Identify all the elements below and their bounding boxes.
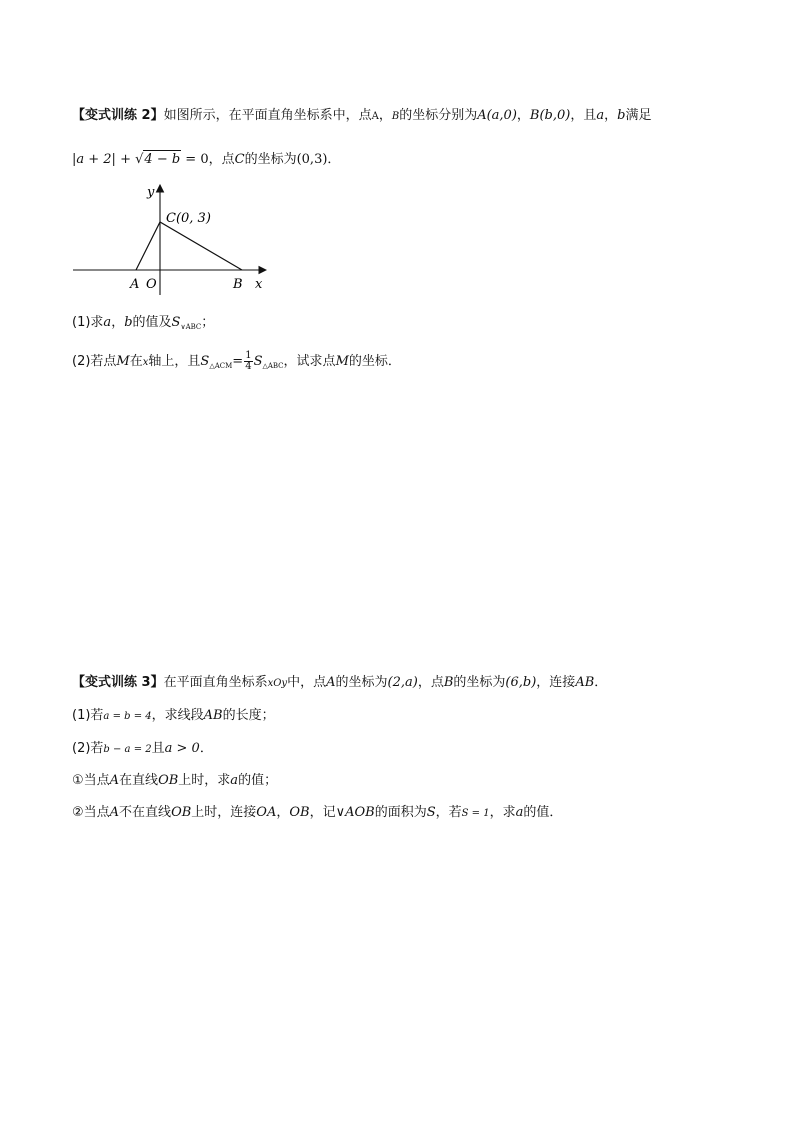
area-subscript: △ACM <box>209 362 233 370</box>
text: ． <box>594 675 608 690</box>
text: 的值及 <box>132 315 172 330</box>
text: ， <box>111 315 125 330</box>
condition: a = b = 4 <box>103 711 152 722</box>
text: 如图所示，在平面直角坐标系中，点 <box>163 108 372 123</box>
problem2-tag: 【变式训练 2】 <box>72 108 164 123</box>
coord-a: A(a,0) <box>477 108 517 123</box>
problem3-question1 <box>72 707 275 726</box>
x-axis-label: x <box>255 277 263 292</box>
equals-sign: = <box>232 354 244 369</box>
segment-ab: AB <box>203 708 223 723</box>
text: 的坐标为 <box>453 675 506 690</box>
condition: S = 1 <box>461 808 490 819</box>
text: 上时，连接 <box>191 805 257 820</box>
coord-b: (6,b) <box>505 675 537 690</box>
var-a: a <box>596 108 605 123</box>
text: 上时，求 <box>178 773 231 788</box>
plane-xoy: xOy <box>267 678 288 689</box>
problem3-stem <box>72 674 607 693</box>
problem2-stem-line2 <box>72 150 340 169</box>
text: 不在直线 <box>119 805 172 820</box>
text: 的坐标为 <box>244 152 297 167</box>
text: ，求 <box>489 805 516 820</box>
text: (2)若点 <box>72 354 117 369</box>
text: ①当点 <box>72 773 110 788</box>
text: ，求线段 <box>151 708 204 723</box>
line-ob: OB <box>171 805 192 820</box>
segment-ab: AB <box>575 675 595 690</box>
text: ， <box>516 108 530 123</box>
text: 在 <box>129 354 143 369</box>
area-symbol: S <box>171 315 181 330</box>
point-c: C <box>234 152 245 167</box>
point-c-label: C(0, 3) <box>166 211 211 226</box>
sqrt-symbol: √ <box>135 152 144 167</box>
area-subscript: △ABC <box>262 362 284 370</box>
text: ，点 <box>208 152 235 167</box>
text: 满足 <box>625 108 652 123</box>
text: ，点 <box>417 675 444 690</box>
var-a: a <box>515 805 524 820</box>
text: 的坐标分别为 <box>399 108 478 123</box>
text: ． <box>199 741 213 756</box>
area-subscript: ∨ABC <box>180 323 202 331</box>
text: ，记 <box>309 805 336 820</box>
equals-zero: = 0 <box>181 152 209 167</box>
text: 的坐标． <box>348 354 401 369</box>
coord-b: B(b,0) <box>529 108 571 123</box>
problem2-stem-line1 <box>72 107 651 126</box>
area-symbol: S <box>253 354 263 369</box>
var-a: a <box>230 773 239 788</box>
plus-sign: + <box>115 152 136 167</box>
problem3-subquestion1 <box>72 772 277 790</box>
coord-a: (2,a) <box>387 675 418 690</box>
problem3-question2 <box>72 740 213 759</box>
text: 轴上，且 <box>148 354 201 369</box>
x-axis-var: x <box>142 357 149 368</box>
var-b: b <box>124 315 133 330</box>
var-b: b <box>617 108 626 123</box>
point-a: A <box>109 805 120 820</box>
text: 的值； <box>238 773 278 788</box>
text: 的面积为 <box>374 805 427 820</box>
point-b-label: B <box>391 111 400 122</box>
sqrt-expression: 4 − b <box>144 152 181 167</box>
point-a-label: A <box>130 277 140 292</box>
segment-ob: OB <box>289 805 310 820</box>
area-symbol: S <box>200 354 210 369</box>
line-ob: OB <box>158 773 179 788</box>
text: ，连接 <box>536 675 576 690</box>
fraction-one-quarter <box>244 351 252 372</box>
text: ． <box>327 152 341 167</box>
problem2-question2 <box>72 351 401 375</box>
text: ②当点 <box>72 805 110 820</box>
origin-label: O <box>146 277 157 292</box>
point-b: B <box>443 675 454 690</box>
fraction-denominator: 4 <box>245 361 252 372</box>
triangle-abc <box>136 222 242 270</box>
var-a: a <box>103 315 112 330</box>
problem2-question1 <box>72 314 214 336</box>
point-m: M <box>335 354 349 369</box>
text: ， <box>276 805 290 820</box>
text: ； <box>201 315 215 330</box>
area-s: S <box>426 805 436 820</box>
point-b-label: B <box>233 277 243 292</box>
text: 的坐标为 <box>335 675 388 690</box>
text: 的值． <box>523 805 563 820</box>
text: (1)求 <box>72 315 104 330</box>
text: 中，点 <box>287 675 327 690</box>
text: (1)若 <box>72 708 104 723</box>
text: 在直线 <box>119 773 159 788</box>
point-m: M <box>116 354 130 369</box>
point-a: A <box>326 675 336 690</box>
segment-oa: OA <box>256 805 277 820</box>
fraction-numerator: 1 <box>245 350 252 361</box>
text: ，且 <box>570 108 597 123</box>
coordinate-figure <box>70 180 275 295</box>
y-axis-label: y <box>147 185 155 200</box>
text: ，若 <box>435 805 462 820</box>
text: ， <box>378 108 392 123</box>
problem3-subquestion2 <box>72 804 562 823</box>
abs-expression: |a + 2| <box>72 152 116 167</box>
triangle-aob: ∨AOB <box>335 805 375 820</box>
condition: a > 0 <box>164 741 200 756</box>
point-a-label: A <box>371 111 379 122</box>
text: ，试求点 <box>283 354 336 369</box>
text: 在平面直角坐标系 <box>163 675 268 690</box>
text: 的长度； <box>222 708 275 723</box>
point-a: A <box>109 773 120 788</box>
text: (2)若 <box>72 741 104 756</box>
coord-c: (0,3) <box>296 152 328 167</box>
condition: b − a = 2 <box>103 744 152 755</box>
problem3-tag: 【变式训练 3】 <box>72 675 164 690</box>
text: ， <box>604 108 618 123</box>
text: 且 <box>151 741 165 756</box>
